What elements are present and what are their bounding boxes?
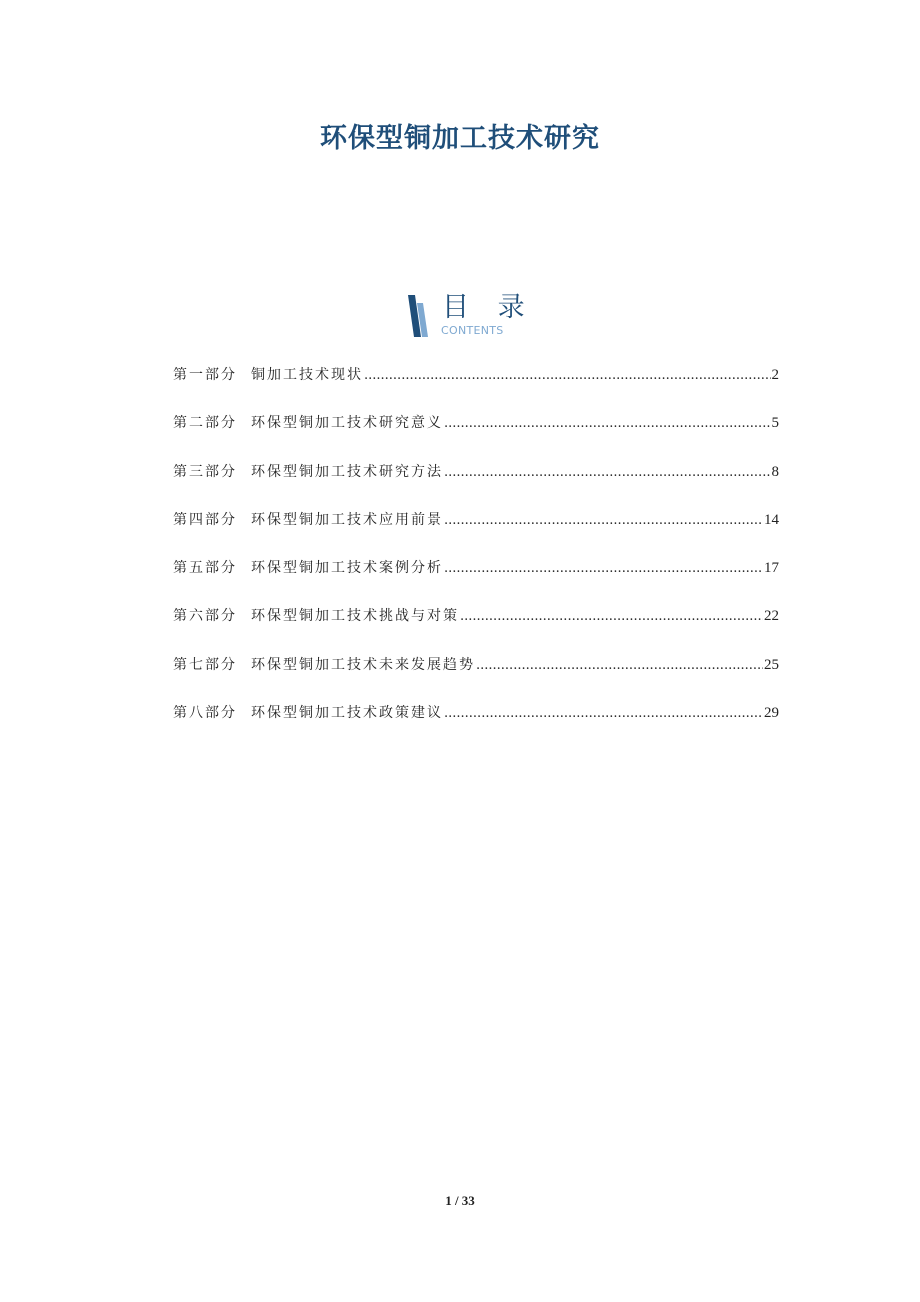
toc-entry-title: 环保型铜加工技术研究方法: [251, 463, 443, 480]
toc-entry-part: 第一部分: [173, 367, 237, 383]
toc-entry-title: 环保型铜加工技术政策建议: [251, 705, 443, 722]
toc-entry-title: 铜加工技术现状: [251, 367, 363, 383]
toc-heading: 目 录: [442, 292, 535, 323]
toc-dot-leader: [444, 706, 763, 721]
toc-entry-page: 22: [764, 608, 779, 625]
toc-entry[interactable]: [173, 605, 779, 653]
toc-dot-leader: [476, 658, 763, 673]
toc-entry-part: 第四部分: [173, 511, 237, 528]
toc-dot-leader: [444, 513, 763, 528]
contents-logo-icon: [406, 295, 430, 337]
toc-entry-page: 17: [764, 560, 779, 577]
toc-dot-leader: [364, 368, 771, 383]
toc-entry[interactable]: [173, 702, 779, 750]
toc-entry-page: 29: [764, 705, 779, 722]
toc-entry-title: 环保型铜加工技术应用前景: [251, 511, 443, 528]
toc-entry[interactable]: [173, 557, 779, 605]
toc-entry-part: 第五部分: [173, 560, 237, 577]
toc-entry[interactable]: [173, 461, 779, 509]
toc-entry-title: 环保型铜加工技术案例分析: [251, 560, 443, 577]
toc-entry-title: 环保型铜加工技术研究意义: [251, 415, 443, 432]
toc-entry-page: 5: [771, 415, 779, 432]
toc-entry-page: 8: [771, 463, 779, 480]
toc-entry-page: 14: [764, 511, 779, 528]
toc-entry[interactable]: [173, 412, 779, 460]
toc-entry-page: 2: [771, 367, 779, 383]
toc-entry-part: 第八部分: [173, 705, 237, 722]
toc-subheading: CONTENTS: [441, 324, 504, 337]
toc-entry-part: 第七部分: [173, 656, 237, 673]
toc-entry-part: 第三部分: [173, 463, 237, 480]
page-number: 1 / 33: [445, 1193, 475, 1208]
table-of-contents: [173, 364, 779, 750]
toc-header: [406, 292, 535, 339]
toc-entry[interactable]: [173, 654, 779, 702]
document-title: 环保型铜加工技术研究: [320, 123, 600, 154]
toc-dot-leader: [444, 561, 763, 576]
toc-entry-title: 环保型铜加工技术挑战与对策: [251, 608, 459, 625]
toc-dot-leader: [444, 416, 771, 431]
toc-entry-page: 25: [764, 656, 779, 673]
toc-dot-leader: [444, 465, 771, 480]
toc-entry-title: 环保型铜加工技术未来发展趋势: [251, 656, 475, 673]
toc-entry[interactable]: [173, 364, 779, 412]
toc-entry[interactable]: [173, 509, 779, 557]
toc-dot-leader: [460, 609, 763, 624]
toc-entry-part: 第六部分: [173, 608, 237, 625]
toc-entry-part: 第二部分: [173, 415, 237, 432]
